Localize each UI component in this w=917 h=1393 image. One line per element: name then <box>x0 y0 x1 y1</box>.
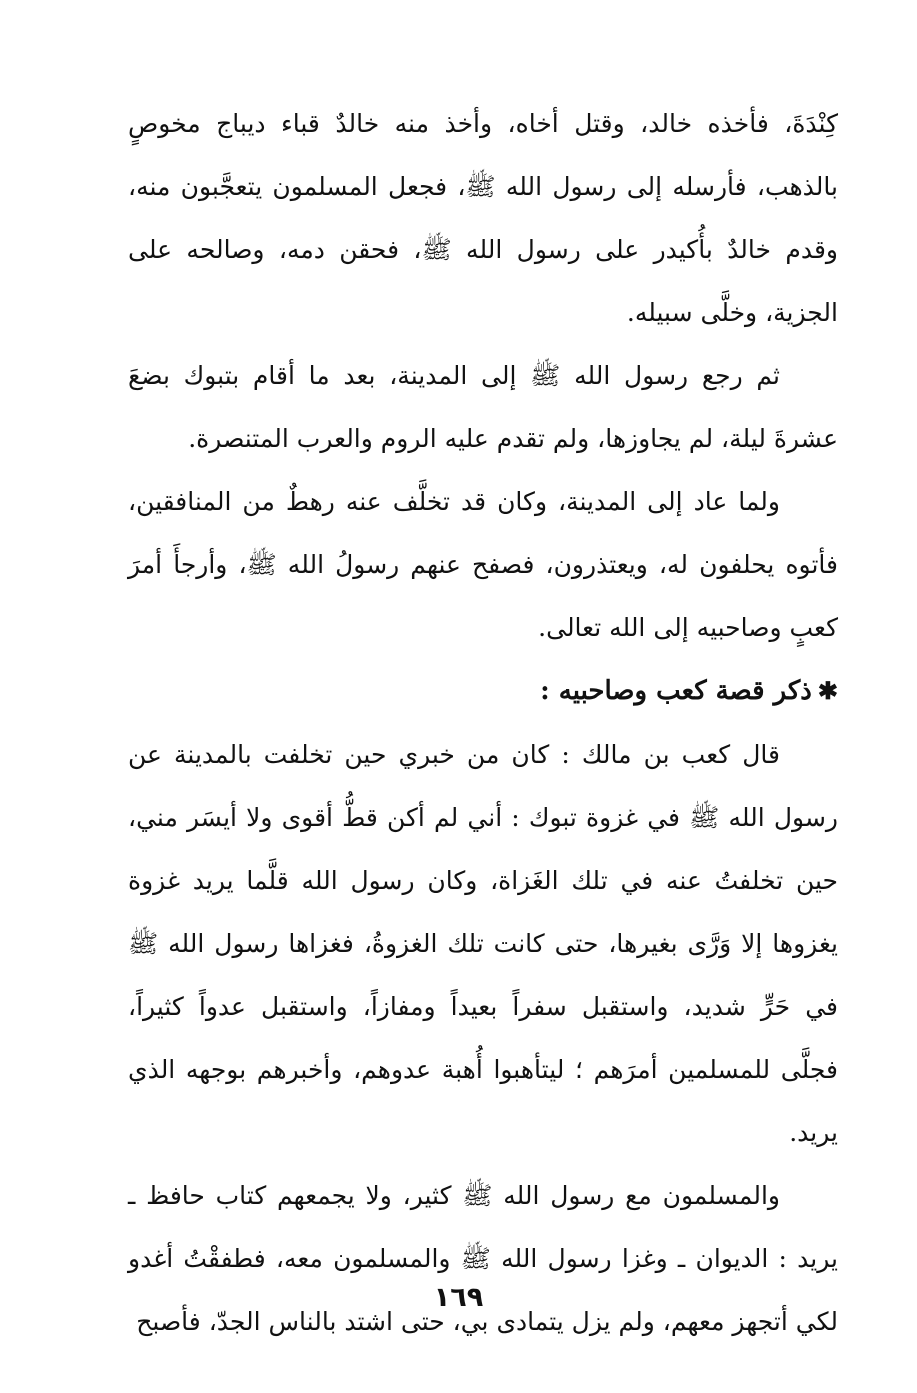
star-icon: ✱ <box>817 676 838 705</box>
section-heading <box>128 659 838 723</box>
paragraph-5: والمسلمون مع رسول الله ﷺ كثير، ولا يجمعهم كتاب حافظ ـ يريد : الديوان ـ وغزا رسول الله ﷺ والمسلمون معه، فطفقْتُ أغدو لكي أتجهز معهم، ولم يزل يتمادى بي، حتى اشتد بالناس الجدّ، فأصبح <box>128 1181 838 1336</box>
page-body <box>128 92 838 1353</box>
section-heading-text: ذكر قصة كعب وصاحبيه : <box>540 676 812 706</box>
paragraph-3: ولما عاد إلى المدينة، وكان قد تخلَّف عنه رهطٌ من المنافقين، فأتوه يحلفون له، ويعتذرون، فصفح عنهم رسولُ الله ﷺ، وأرجأَ أمرَ كعبٍ وصاحبيه إلى الله تعالى. <box>128 487 838 642</box>
paragraph-4: قال كعب بن مالك : كان من خبري حين تخلفت بالمدينة عن رسول الله ﷺ في غزوة تبوك : أني لم أكن قطُّ أقوى ولا أيسَر مني، حين تخلفتُ عنه في تلك الغَزاة، وكان رسول الله قلَّما يريد غزوة يغزوها إلا وَرَّى بغيرها، حتى كانت تلك الغزوةُ، فغزاها رسول الله ﷺ في حَرٍّ شديد، واستقبل سفراً بعيداً ومفازاً، واستقبل عدواً كثيراً، فجلَّى للمسلمين أمرَهم ؛ ليتأهبوا أُهبة عدوهم، وأخبرهم بوجهه الذي يريد. <box>128 740 838 1147</box>
paragraph-1: كِنْدَةَ، فأخذه خالد، وقتل أخاه، وأخذ منه خالدٌ قباء ديباج مخوصٍ بالذهب، فأرسله إلى رسول الله ﷺ، فجعل المسلمون يتعجَّبون منه، وقدم خالدٌ بأُكيدر على رسول الله ﷺ، فحقن دمه، وصالحه على الجزية، وخلَّى سبيله. <box>128 109 838 327</box>
paragraph-2: ثم رجع رسول الله ﷺ إلى المدينة، بعد ما أقام بتبوك بضعَ عشرةَ ليلة، لم يجاوزها، ولم تقدم عليه الروم والعرب المتنصرة. <box>128 361 838 453</box>
page-number: ١٦٩ <box>433 1282 484 1313</box>
